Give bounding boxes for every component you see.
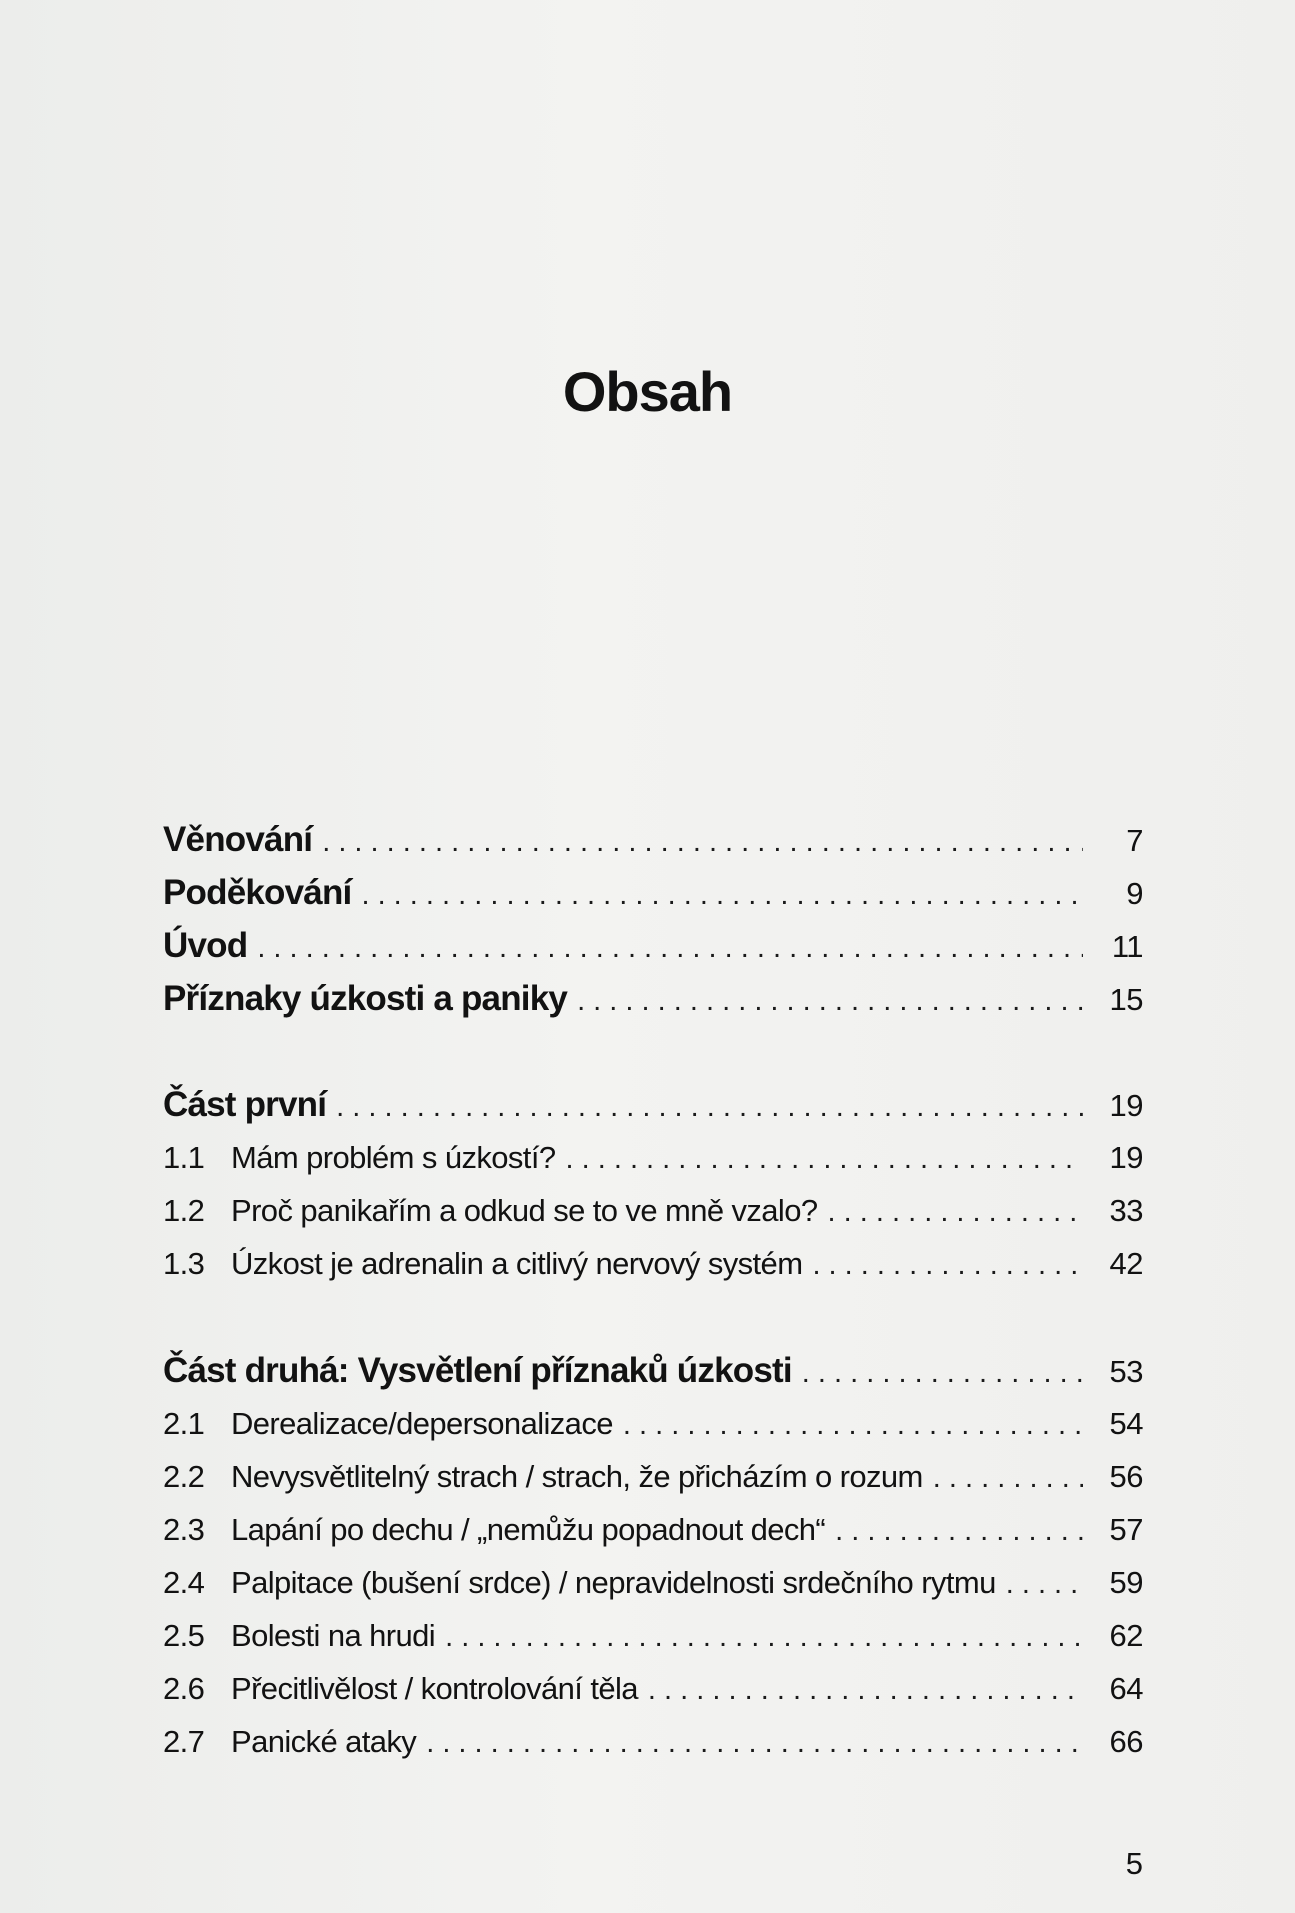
toc-entry-page: 59: [1109, 1565, 1143, 1600]
leader-dots: [623, 1409, 1083, 1442]
leader-dots: [802, 1357, 1083, 1390]
toc-entry-number: 1.3: [163, 1246, 205, 1281]
toc-entry: [163, 873, 1143, 913]
leader-dots: [426, 1727, 1083, 1760]
toc-entry-page: 9: [1126, 876, 1143, 911]
leader-dots: [1006, 1568, 1083, 1601]
toc-entry-page: 19: [1109, 1088, 1143, 1123]
toc-entry-number: 2.4: [163, 1565, 205, 1600]
toc-entry-page: 33: [1109, 1193, 1143, 1228]
toc-entry-number: 2.1: [163, 1406, 205, 1441]
leader-dots: [336, 1091, 1083, 1124]
toc-entry-label: Přecitlivělost / kontrolování těla: [231, 1671, 638, 1706]
toc-entry-number: 1.1: [163, 1140, 205, 1175]
toc-subentry: [163, 1724, 1143, 1760]
leader-dots: [445, 1621, 1083, 1654]
toc-entry-page: 19: [1109, 1140, 1143, 1175]
toc-entry-label: Úzkost je adrenalin a citlivý nervový systém: [231, 1246, 803, 1281]
toc-subentry: [163, 1193, 1143, 1229]
toc-entry-label: Úvod: [163, 926, 248, 965]
toc-entry-page: 62: [1109, 1618, 1143, 1653]
toc-subentry: [163, 1406, 1143, 1442]
toc-entry-label: Část první: [163, 1085, 327, 1124]
toc-entry-page: 54: [1109, 1406, 1143, 1441]
leader-dots: [812, 1249, 1083, 1282]
leader-dots: [835, 1515, 1083, 1548]
toc-entry: [163, 1085, 1143, 1125]
toc-entry-page: 64: [1109, 1671, 1143, 1706]
leader-dots: [648, 1674, 1083, 1707]
toc-entry-label: Příznaky úzkosti a paniky: [163, 979, 568, 1018]
toc-entry: [163, 926, 1143, 966]
toc-entry-label: Věnování: [163, 820, 313, 859]
page-title: Obsah: [562, 359, 733, 423]
toc-entry-label: Panické ataky: [231, 1724, 417, 1759]
leader-dots: [828, 1196, 1083, 1229]
toc-entry-label: Mám problém s úzkostí?: [231, 1140, 556, 1175]
toc-subentry: [163, 1671, 1143, 1707]
toc-subentry: [163, 1459, 1143, 1495]
leader-dots: [933, 1462, 1083, 1495]
toc-subentry: [163, 1140, 1143, 1176]
toc-subentry: [163, 1512, 1143, 1548]
toc-entry: [163, 979, 1143, 1019]
toc-entry-label: Proč panikařím a odkud se to ve mně vzalo?: [231, 1193, 818, 1228]
leader-dots: [361, 879, 1083, 912]
toc-entry-page: 66: [1109, 1724, 1143, 1759]
toc-entry: [163, 1351, 1143, 1391]
toc-subentry: [163, 1246, 1143, 1282]
toc-entry: [163, 820, 1143, 860]
toc-subentry: [163, 1565, 1143, 1601]
toc-entry-label: Nevysvětlitelný strach / strach, že přicházím o rozum: [231, 1459, 923, 1494]
toc-entry-number: 2.5: [163, 1618, 205, 1653]
leader-dots: [577, 985, 1083, 1018]
toc-entry-number: 2.6: [163, 1671, 205, 1706]
leader-dots: [565, 1143, 1083, 1176]
toc-entry-number: 2.7: [163, 1724, 205, 1759]
toc-entry-page: 42: [1109, 1246, 1143, 1281]
toc-entry-page: 56: [1109, 1459, 1143, 1494]
toc-entry-label: Poděkování: [163, 873, 352, 912]
toc-entry-page: 57: [1109, 1512, 1143, 1547]
toc-entry-label: Část druhá: Vysvětlení příznaků úzkosti: [163, 1351, 792, 1390]
toc-entry-label: Lapání po dechu / „nemůžu popadnout dech“: [231, 1512, 826, 1547]
toc-subentry: [163, 1618, 1143, 1654]
page-number: 5: [1125, 1846, 1143, 1881]
toc-entry-number: 2.3: [163, 1512, 205, 1547]
toc-entry-label: Bolesti na hrudi: [231, 1618, 436, 1653]
toc-entry-page: 53: [1109, 1354, 1143, 1389]
toc-entry-page: 15: [1109, 982, 1143, 1017]
toc-entry-label: Palpitace (bušení srdce) / nepravidelnosti srdečního rytmu: [231, 1565, 996, 1600]
toc-entry-page: 7: [1126, 823, 1143, 858]
toc-entry-label: Derealizace/depersonalizace: [231, 1406, 613, 1441]
toc-entry-number: 1.2: [163, 1193, 205, 1228]
leader-dots: [257, 932, 1083, 965]
leader-dots: [322, 826, 1083, 859]
toc-entry-page: 11: [1111, 929, 1143, 964]
toc-entry-number: 2.2: [163, 1459, 205, 1494]
